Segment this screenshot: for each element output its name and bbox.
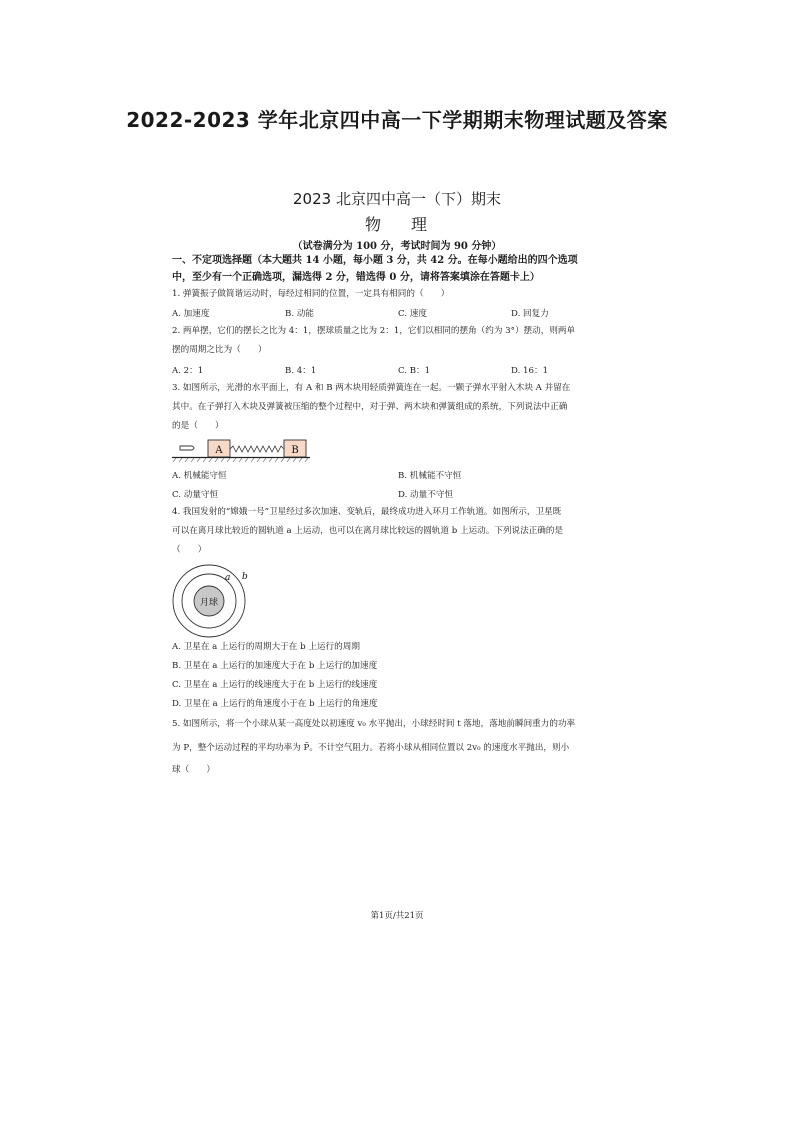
question-1-option-d: D. 回复力 (511, 309, 549, 319)
question-2-option-b: B. 4：1 (285, 366, 317, 376)
bullet-spring-blocks-figure (172, 438, 312, 464)
orbit-b-label: b (242, 572, 248, 582)
moon-label: 月球 (199, 598, 219, 608)
question-5-stem-line-2: 为 P，整个运动过程的平均功率为 P̄。不计空气阻力。若将小球从相同位置以 2v₀ 的速度水平抛出，则小 (172, 743, 570, 753)
block-a-label: A (215, 445, 223, 456)
question-3-option-c: C. 动量守恒 (172, 490, 219, 500)
moon-orbit-figure (170, 562, 250, 640)
question-2-stem-line-2: 摆的周期之比为（ ） (172, 345, 267, 355)
question-2-option-a: A. 2：1 (172, 366, 204, 376)
question-5-stem-line-3: 球（ ） (172, 765, 215, 775)
question-3-stem-line-1: 3. 如图所示，光滑的水平面上，有 A 和 B 两木块用轻质弹簧连在一起。一颗子弹水平射入木块 A 并留在 (172, 383, 571, 393)
section-heading-line-1: 一、不定项选择题（本大题共 14 小题，每小题 3 分，共 42 分。在每小题给出的四个选项 (172, 255, 578, 266)
question-2-stem-line-1: 2. 两单摆，它们的摆长之比为 4：1，摆球质量之比为 2：1，它们以相同的摆角（约为 3°）摆动，则两单 (172, 326, 576, 336)
exam-title: 2023 北京四中高一（下）期末 (293, 190, 501, 208)
question-1-option-a: A. 加速度 (172, 309, 210, 319)
question-3-stem-line-3: 的是（ ） (172, 421, 224, 431)
question-4-stem-line-2: 可以在离月球比较近的圆轨道 a 上运动，也可以在离月球比较远的圆轨道 b 上运动。下列说法正确的是 (172, 526, 564, 536)
ground-hatching (173, 458, 308, 462)
bullet-shape (180, 446, 194, 450)
orbit-a-label: a (225, 573, 231, 583)
question-1-option-b: B. 动能 (285, 309, 314, 319)
question-2-option-c: C. B：1 (398, 366, 431, 376)
question-1-stem: 1. 弹簧振子做简谐运动时，每经过相同的位置，一定具有相同的（ ） (172, 289, 450, 299)
subject-char-2: 理 (411, 215, 430, 234)
question-4-stem-line-3: （ ） (172, 545, 207, 555)
block-b-label: B (291, 445, 299, 456)
spring-coil (230, 446, 284, 452)
section-heading-line-2: 中，至少有一个正确选项，漏选得 2 分，错选得 0 分，请将答案填涂在答题卡上） (172, 272, 540, 283)
question-4-option-c: C. 卫星在 a 上运行的线速度大于在 b 上运行的线速度 (172, 680, 378, 690)
question-3-option-d: D. 动量不守恒 (398, 490, 454, 500)
question-1-option-c: C. 速度 (398, 309, 427, 319)
exam-note: （试卷满分为 100 分，考试时间为 90 分钟） (292, 241, 502, 252)
document-title: 2022-2023 学年北京四中高一下学期期末物理试题及答案 (126, 108, 668, 132)
question-4-stem-line-1: 4. 我国发射的“嫦娥一号”卫星经过多次加速、变轨后，最终成功进入环月工作轨道。如图所示，卫星既 (172, 507, 562, 517)
page-footer: 第1页/共21页 (370, 911, 424, 921)
question-3-option-b: B. 机械能不守恒 (398, 471, 462, 481)
subject-heading (0, 212, 794, 235)
question-5-stem-line-1: 5. 如图所示，将一个小球从某一高度处以初速度 v₀ 水平抛出，小球经时间 t 落地，落地前瞬间重力的功率 (172, 719, 576, 729)
question-2-option-d: D. 16：1 (511, 366, 549, 376)
subject-char-1: 物 (364, 215, 383, 234)
question-4-option-a: A. 卫星在 a 上运行的周期大于在 b 上运行的周期 (172, 642, 360, 652)
question-3-stem-line-2: 其中。在子弹打入木块及弹簧被压缩的整个过程中，对于弹、两木块和弹簧组成的系统，下列说法中正确 (172, 402, 568, 412)
question-4-option-b: B. 卫星在 a 上运行的加速度大于在 b 上运行的加速度 (172, 661, 378, 671)
question-4-option-d: D. 卫星在 a 上运行的角速度小于在 b 上运行的角速度 (172, 699, 378, 709)
question-3-option-a: A. 机械能守恒 (172, 471, 227, 481)
